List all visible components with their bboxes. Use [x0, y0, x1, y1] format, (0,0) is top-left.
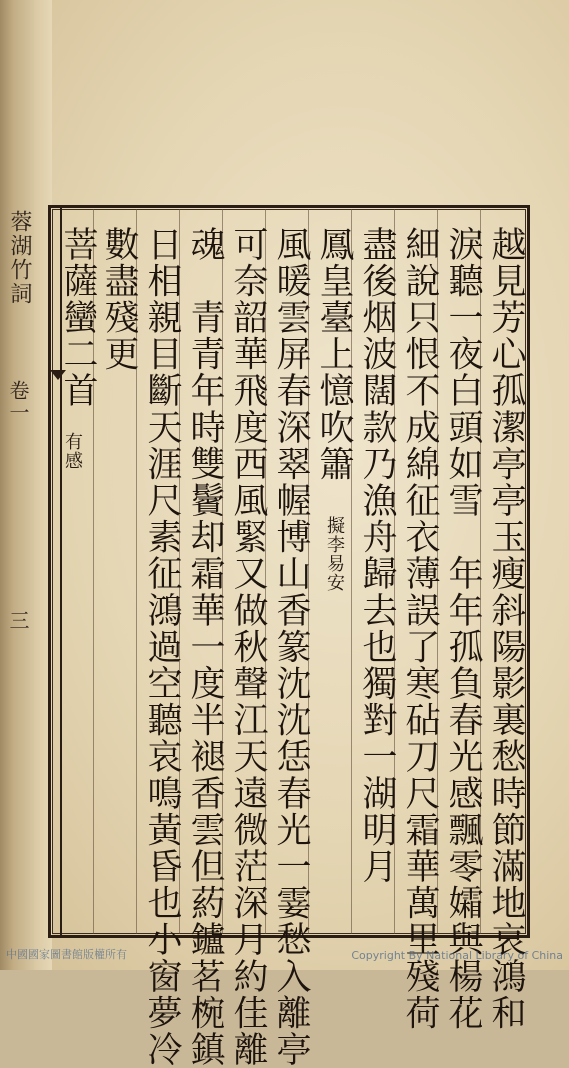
poem-title-2: 菩薩蠻二首	[58, 226, 98, 409]
binding-margin	[0, 0, 35, 970]
text-column-4: 盡後烟波闊款乃漁舟歸去也獨對一湖明月	[357, 226, 397, 885]
watermark-right: Copyright By National Library of China	[351, 949, 563, 962]
poem-title-1: 鳳皇臺上憶吹簫	[314, 226, 354, 483]
text-column-9: 日相親目斷天涯尺素征鴻過空聽哀鳴黃昏也小窗夢冷	[142, 226, 182, 1068]
text-column-10: 數盡殘更	[99, 226, 139, 373]
watermark-left: 中國國家圖書館版權所有	[6, 948, 127, 961]
banxin-page-number: 三	[6, 610, 30, 632]
text-column-8: 魂 青青年時雙鬢却霜華一度半褪香雲但葯鑪茗椀鎮	[185, 226, 225, 1068]
poem-title-2-note: 有感	[62, 432, 83, 470]
poem-title-1-note: 擬李易安	[324, 516, 345, 592]
banxin-title: 蓉湖竹詞	[7, 210, 32, 306]
text-column-7: 可奈韶華飛度西風緊又做秋聲江天遠微茫深月約佳離	[228, 226, 268, 1068]
text-column-3: 細說只恨不成綿征衣薄誤了寒砧刀尺霜華萬里殘荷	[400, 226, 440, 1032]
text-column-1: 越見芳心孤潔亭亭玉瘦斜陽影裏愁時節滿地哀鴻和	[486, 226, 526, 1032]
banxin-volume: 卷一	[6, 380, 30, 424]
text-column-6: 風暖雲屏春深翠幄博山香篆沈沈恁春光一霎愁入離亭	[271, 226, 311, 1068]
text-column-2: 淚聽一夜白頭如雪 年年孤負春光感飄零孀與楊花	[443, 226, 483, 1032]
